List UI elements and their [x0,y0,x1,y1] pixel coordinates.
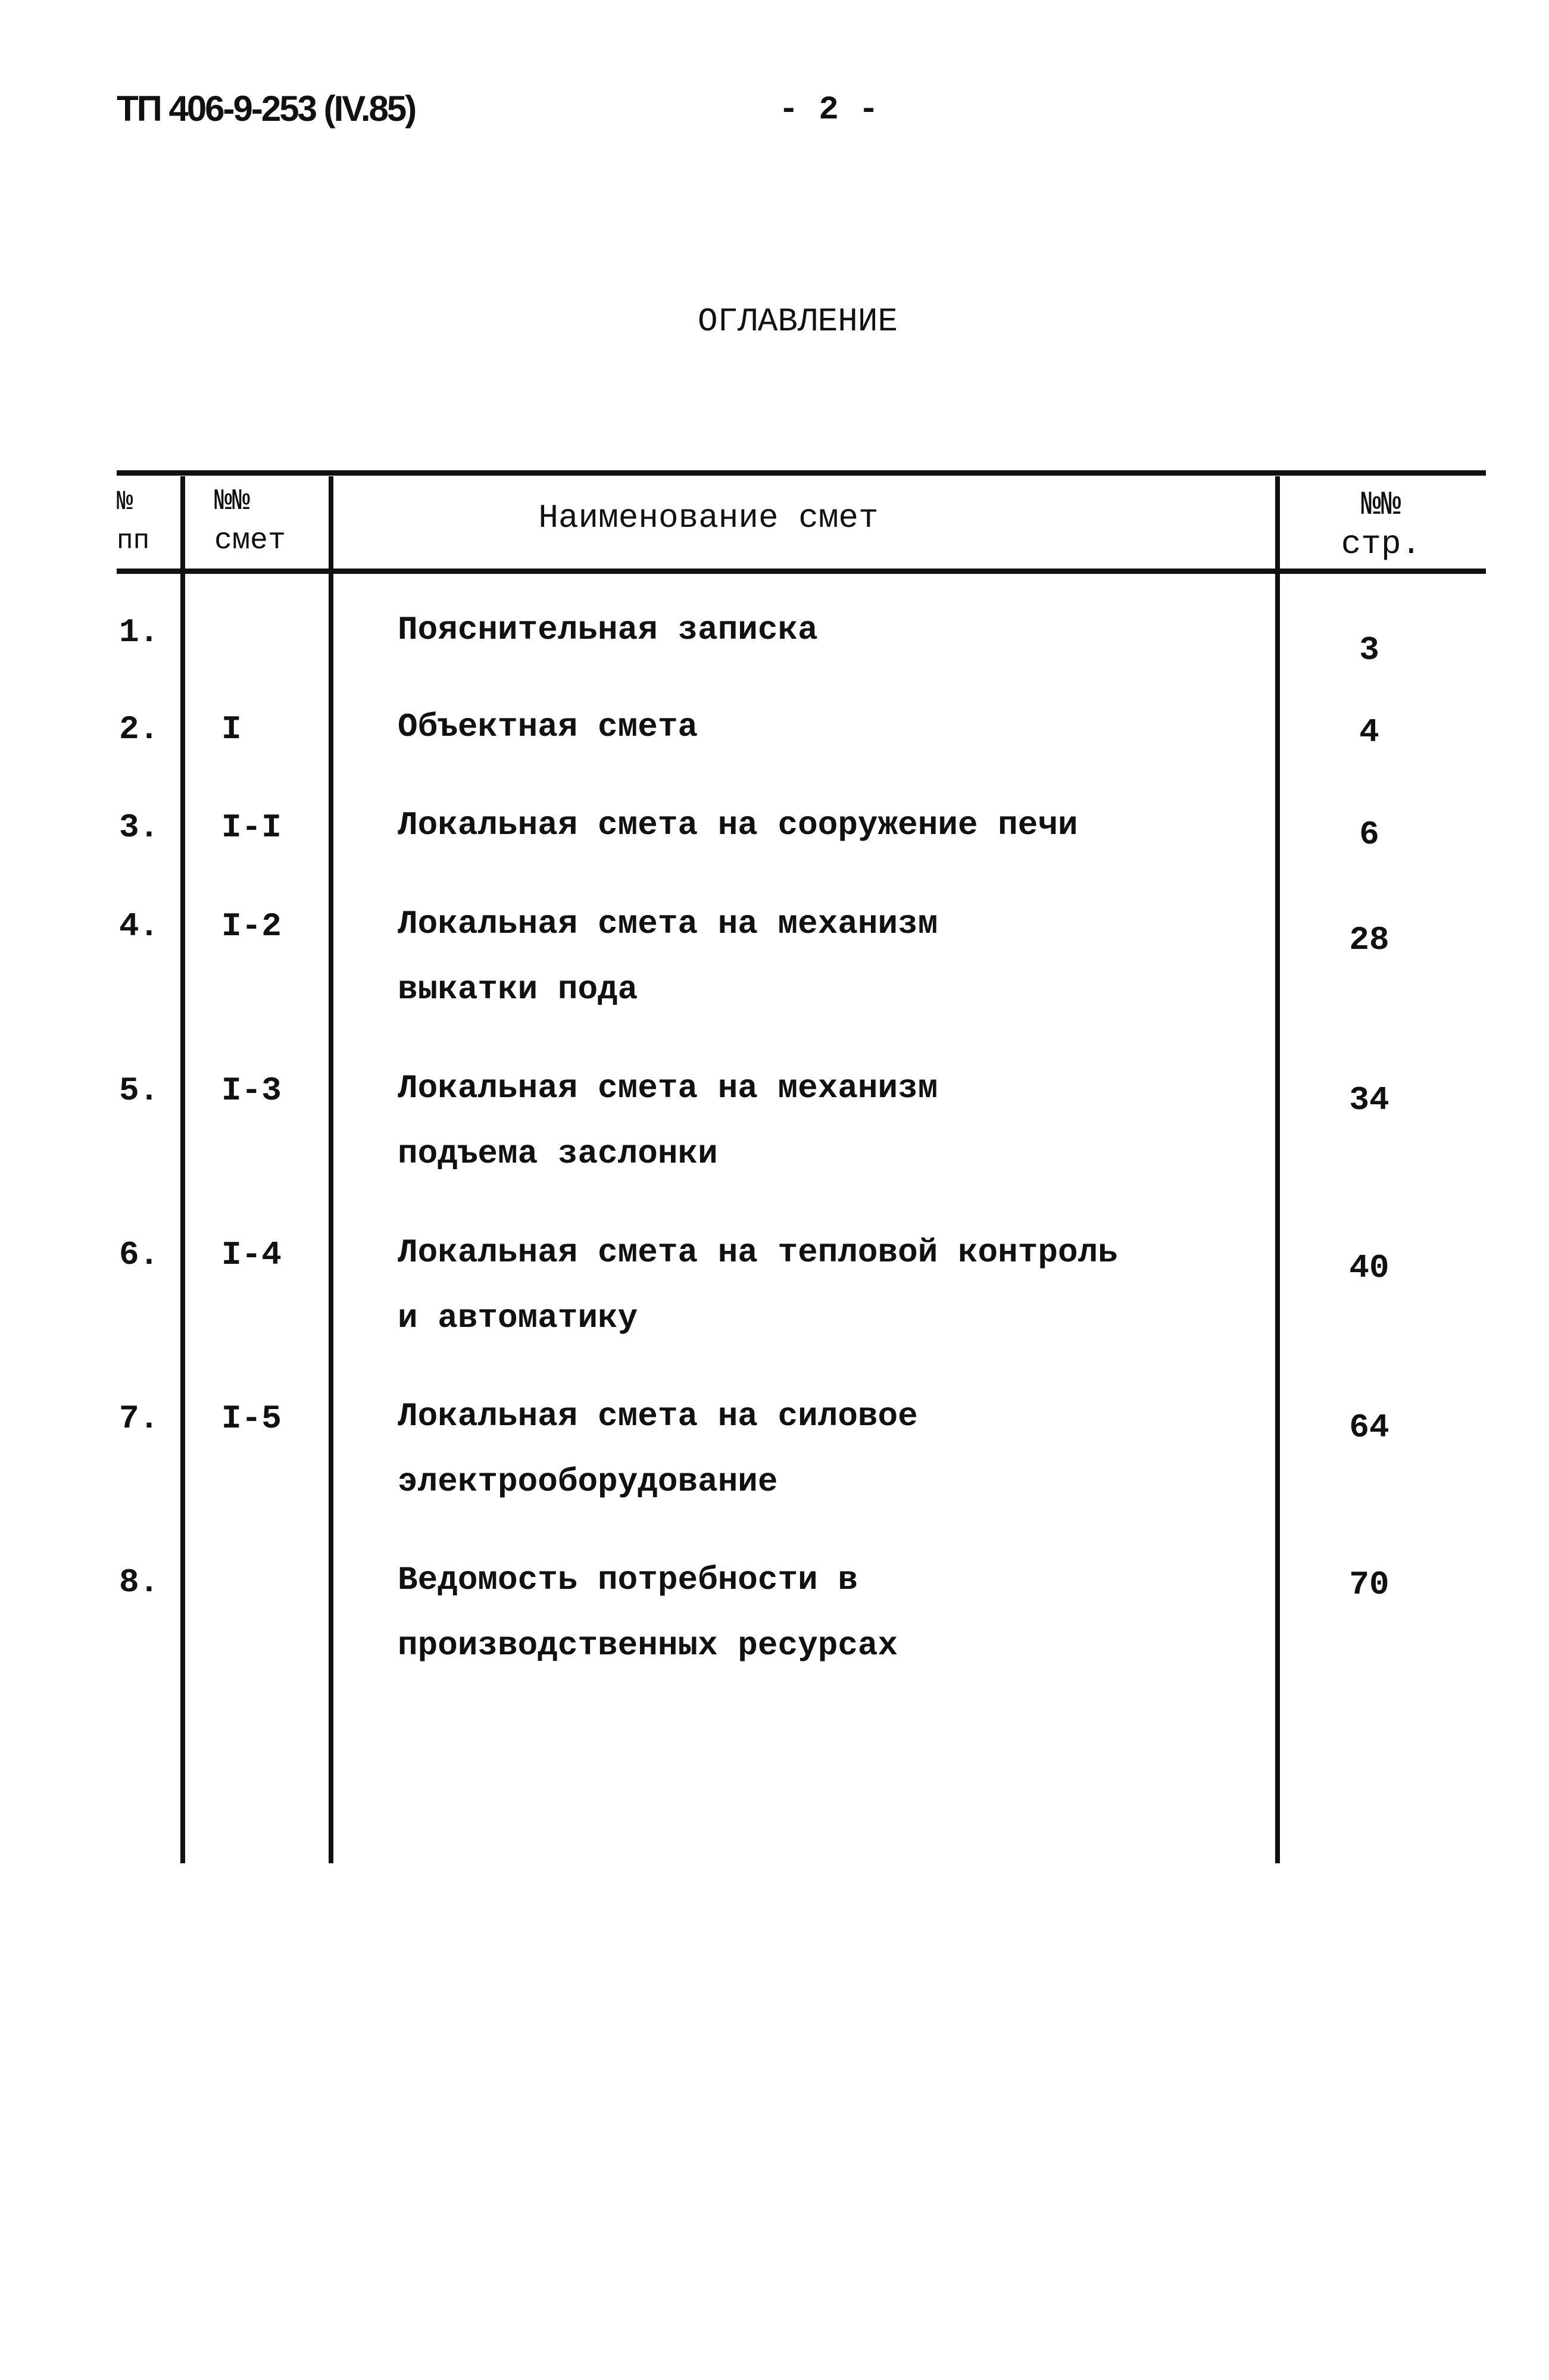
page-ref: 28 [1349,921,1389,959]
row-number: 5. [119,1072,160,1110]
estimate-number: I [221,710,242,748]
column-header-page: №№ стр. [1341,486,1422,563]
page-title: ОГЛАВЛЕНИЕ [697,302,898,341]
row-number: 4. [119,907,160,945]
estimate-number: I-5 [221,1400,282,1438]
estimate-number: I-3 [221,1072,282,1110]
estimate-name: Локальная смета на силовое электрооборудование [398,1397,918,1501]
page-ref: 6 [1359,816,1379,854]
page-ref: 40 [1349,1249,1389,1287]
estimate-name: Локальная смета на сооружение печи [398,806,1078,844]
estimate-name: Пояснительная записка [398,611,818,649]
column-divider [329,476,333,1863]
row-number: 3. [119,808,160,847]
estimate-number: I-4 [221,1236,282,1274]
row-number: 1. [119,613,160,651]
estimate-name: Локальная смета на механизм выкатки пода [398,905,938,1008]
document-code: ТП 406-9-253 (IV.85) [117,89,416,129]
table-top-rule [117,470,1486,476]
page-ref: 70 [1349,1566,1389,1604]
estimate-number: I-I [221,808,282,847]
table-header-rule [117,569,1486,574]
row-number: 2. [119,710,160,748]
estimate-name: Объектная смета [398,708,698,746]
page-ref: 34 [1349,1081,1389,1119]
column-divider [180,476,185,1863]
estimate-name: Ведомость потребности в производственных ресурсах [398,1561,898,1664]
estimate-number: I-2 [221,907,282,945]
row-number: 6. [119,1236,160,1274]
row-number: 8. [119,1563,160,1601]
column-header-num: № пп [117,486,150,557]
column-divider [1275,476,1280,1863]
page-ref: 4 [1359,713,1379,751]
column-header-name: Наименование смет [538,499,879,537]
page-ref: 64 [1349,1408,1389,1447]
page-number: - 2 - [778,90,879,129]
estimate-name: Локальная смета на тепловой контроль и автоматику [398,1233,1118,1337]
column-header-estimate: №№ смет [214,485,286,558]
estimate-name: Локальная смета на механизм подъема заслонки [398,1069,938,1173]
row-number: 7. [119,1400,160,1438]
page-ref: 3 [1359,631,1379,669]
